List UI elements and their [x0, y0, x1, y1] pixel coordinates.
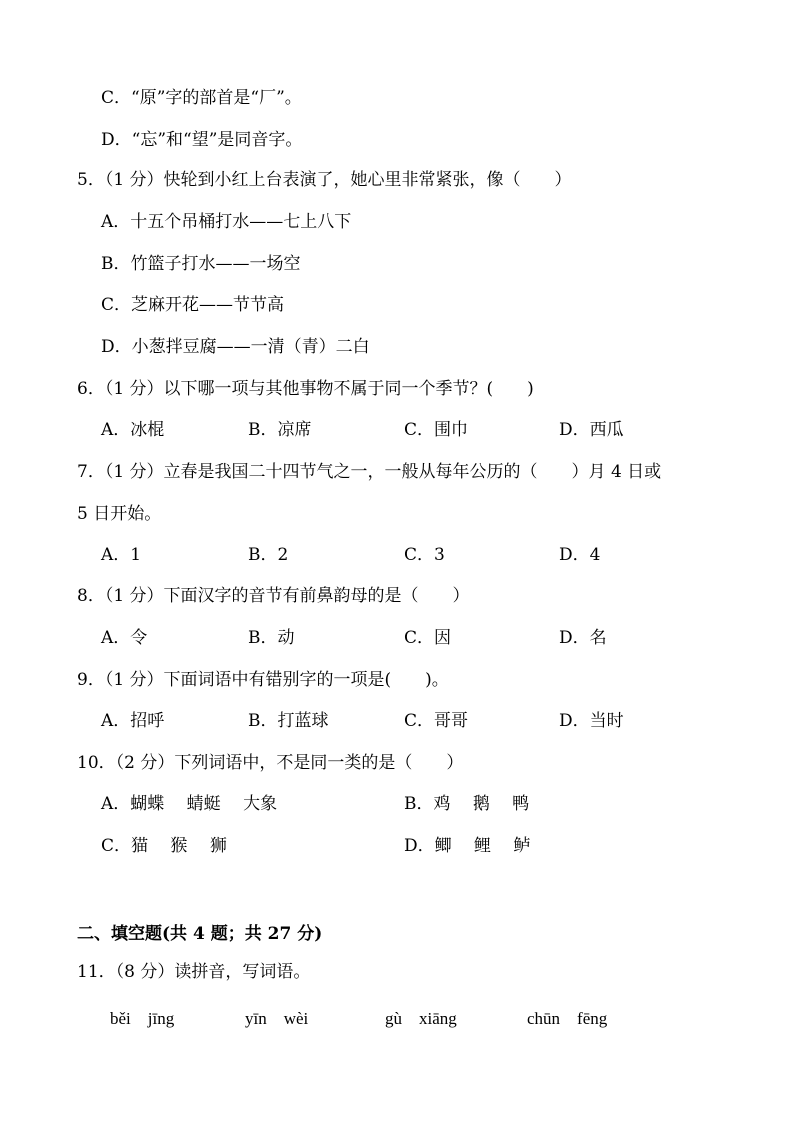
option-8a: A．令	[101, 628, 148, 648]
option-6b: B．凉席	[248, 420, 312, 440]
option-5c: C．芝麻开花——节节高	[101, 295, 285, 315]
option-5b: B．竹篮子打水——一场空	[101, 254, 301, 274]
question-7-stem-line2: 5 日开始。	[77, 504, 162, 524]
pinyin-1: běi jīng	[110, 1009, 175, 1028]
question-7-stem-line1: 7．（1 分）立春是我国二十四节气之一，一般从每年公历的（ ）月 4 日或	[77, 462, 662, 482]
option-10c: C．猫 猴 狮	[101, 836, 227, 856]
question-9-stem: 9．（1 分）下面词语中有错别字的一项是( )。	[77, 670, 449, 690]
option-10a: A．蝴蝶 蜻蜓 大象	[101, 794, 278, 814]
option-8b: B．动	[248, 628, 295, 648]
question-11-stem: 11．（8 分）读拼音，写词语。	[77, 962, 311, 982]
question-10-stem: 10．（2 分）下列词语中，不是同一类的是（ ）	[77, 753, 464, 773]
section-2-title: 二、填空题(共 4 题；共 27 分)	[77, 924, 323, 944]
option-4c: C．“原”字的部首是“厂”。	[101, 88, 302, 108]
option-7c: C．3	[404, 545, 445, 565]
option-9c: C．哥哥	[404, 711, 469, 731]
pinyin-4: chūn fēng	[527, 1009, 608, 1028]
option-4d: D．“忘”和“望”是同音字。	[101, 130, 303, 150]
option-10b: B．鸡 鹅 鸭	[404, 794, 530, 814]
option-8d: D．名	[559, 628, 607, 648]
option-5a: A．十五个吊桶打水——七上八下	[101, 212, 352, 232]
option-9d: D．当时	[559, 711, 624, 731]
option-6c: C．围巾	[404, 420, 469, 440]
option-7a: A．1	[101, 545, 142, 565]
option-5d: D．小葱拌豆腐——一清（青）二白	[101, 337, 370, 357]
option-8c: C．因	[404, 628, 452, 648]
option-10d: D．鲫 鲤 鲈	[404, 836, 531, 856]
option-9b: B．打蓝球	[248, 711, 329, 731]
option-6a: A．冰棍	[101, 420, 165, 440]
option-9a: A．招呼	[101, 711, 165, 731]
option-7b: B．2	[248, 545, 289, 565]
option-7d: D．4	[559, 545, 601, 565]
question-8-stem: 8．（1 分）下面汉字的音节有前鼻韵母的是（ ）	[77, 586, 470, 606]
option-6d: D．西瓜	[559, 420, 624, 440]
pinyin-2: yīn wèi	[245, 1009, 309, 1028]
question-5-stem: 5．（1 分）快轮到小红上台表演了，她心里非常紧张，像（ ）	[77, 170, 572, 190]
question-6-stem: 6．（1 分）以下哪一项与其他事物不属于同一个季节？( )	[77, 379, 534, 399]
pinyin-3: gù xiāng	[385, 1009, 457, 1028]
